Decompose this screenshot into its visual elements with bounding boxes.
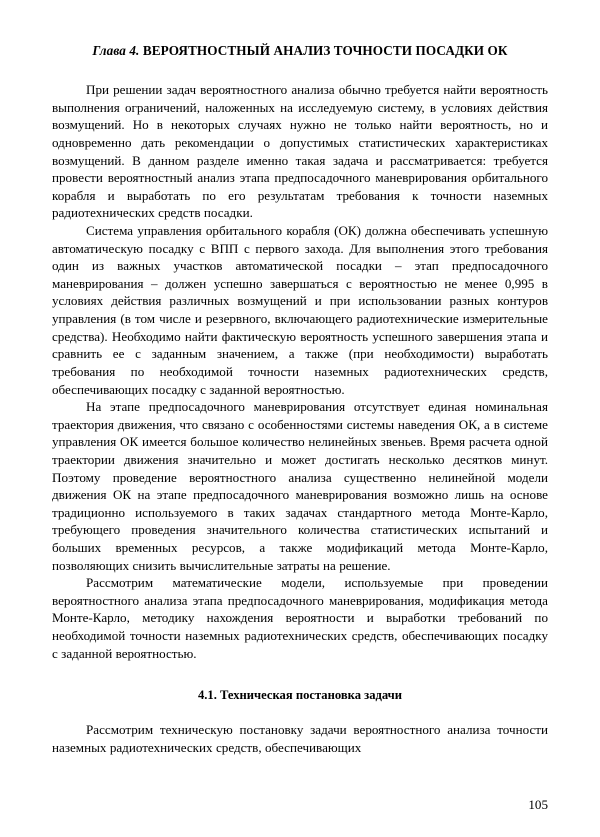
- heading-spacer: [52, 703, 548, 721]
- page-number: 105: [528, 797, 548, 812]
- paragraph-4: Рассмотрим математические модели, используемые при проведении вероятностного анализа этапа предпосадочного маневрирования, модификация метода Монте-Карло, методику нахождения вероятности и выработки требований по необходимой точности наземных радиотехнических средств, обеспечивающих посадку с заданной вероятностью.: [52, 575, 548, 661]
- section-heading: 4.1. Техническая постановка задачи: [197, 688, 403, 703]
- paragraph-5: Рассмотрим техническую постановку задачи вероятностного анализа точности наземных радиотехнических средств, обеспечивающих: [52, 722, 548, 755]
- chapter-title: [52, 42, 548, 59]
- chapter-title-number: Глава 4.: [92, 43, 140, 58]
- paragraph-1: При решении задач вероятностного анализа обычно требуется найти вероятность выполнения ограничений, наложенных на исследуемую систему, в условиях действия возмущений. Но в некоторых случаях нужно не только найти вероятность, но и одновременно дать рекомендации о допустимых статистических характеристиках возмущений. В данном разделе именно такая задача и рассматривается: требуется провести вероятностный анализ этапа предпосадочного маневрирования орбитального корабля и выработать по его результатам требования к точности наземных радиотехнических средств посадки.: [52, 82, 548, 221]
- paragraph-3: На этапе предпосадочного маневрирования отсутствует единая номинальная траектория движения, что связано с особенностями системы наведения ОК, а в системе управления ОК имеется большое количество нелинейных звеньев. Время расчета одной траектории движения значительно и может достигать несколько десятков минут. Поэтому проведение вероятностного анализа существенно нелинейной модели движения ОК на этапе предпосадочного маневрирования возможно лишь на основе традиционно используемого в таких задачах стандартного метода Монте-Карло, требующего проведения значительного количества статистических испытаний и больших временных ресурсов, а также модификаций метода Монте-Карло, позволяющих снизить вычислительные затраты на решение.: [52, 399, 548, 573]
- chapter-title-text: ВЕРОЯТНОСТНЫЙ АНАЛИЗ ТОЧНОСТИ ПОСАДКИ ОК: [139, 43, 508, 58]
- paragraph-2: Система управления орбитального корабля (ОК) должна обеспечивать успешную автоматическую посадку с ВПП с первого захода. Для выполнения этого требования один из важных участков автоматической посадки – этап предпосадочного маневрирования – должен успешно завершаться с вероятностью не менее 0,995 в условиях действия различных возмущений и при использовании разных контуров управления (в том числе и резервного, включающего радиотехнические измерительные средства). Необходимо найти фактическую вероятность успешного завершения этапа и сравнить ее с заданным значением, а также (при необходимости) выработать требования по необходимой точности наземных радиотехнических средств, обеспечивающих посадку с заданной вероятностью.: [52, 223, 548, 397]
